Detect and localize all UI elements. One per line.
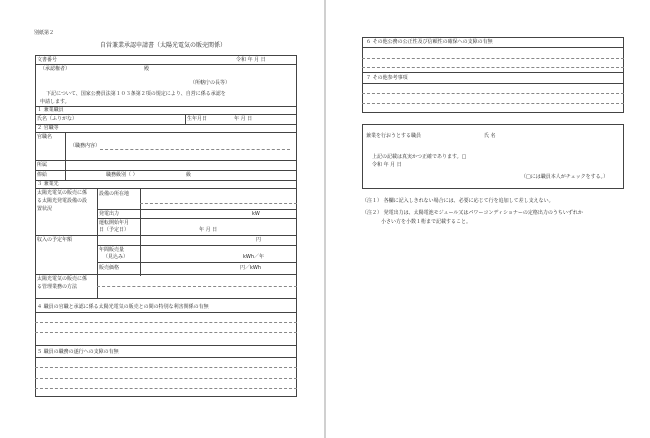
page-title: 自営兼業承認申請書（太陽光電気の販売関係） <box>100 42 227 49</box>
start-date-label-2: 日（予定日） <box>99 227 130 233</box>
declaration-date: 令和 年 月 日 <box>372 162 402 168</box>
note-2-line-1: （注２） 発電出力は、太陽電池モジュール又はパワーコンディショナーの定格出力のうちいずれか <box>362 210 583 216</box>
salary-grade-unit: 級 <box>186 172 192 178</box>
post-detail: （職務内容） <box>70 143 101 149</box>
birthdate-value: 年 月 日 <box>234 116 253 122</box>
checkbox-note: （□には職員本人がチェックをする。） <box>521 174 609 180</box>
section-6-heading: ６ その他公務の公正性及び信頼性の確保への支障の有無 <box>366 39 493 45</box>
annual-sales-label-1: 年間販売量 <box>99 247 125 253</box>
applicant-org: （所轄庁の長等） <box>190 80 231 86</box>
form-number: 別紙第２ <box>34 30 55 36</box>
birthdate-label: 生年月日 <box>187 116 208 122</box>
start-date-value: 年 月 日 <box>199 227 218 233</box>
location-label: 設備の所在地 <box>99 191 130 197</box>
section-2-heading: ２ 官職等 <box>37 125 59 131</box>
management-label-2: る管理業務の方法 <box>37 284 78 290</box>
income-unit: 円 <box>256 237 262 243</box>
output-label: 発電出力 <box>99 211 120 217</box>
management-label-1: 太陽光電気の販売に係 <box>37 276 88 282</box>
page-divider <box>324 0 326 438</box>
declaration-statement[interactable]: 上記の記載は真実かつ正確であります。□ <box>372 154 467 160</box>
intro-line-2: 申請します。 <box>40 99 70 105</box>
salary-label: 俸給 <box>37 172 48 178</box>
note-2-line-2: 小さい方を小数１桁まで記載すること。 <box>381 219 472 225</box>
approver-label: （承認権者） <box>40 66 71 72</box>
section-1-heading: １ 兼業職員 <box>37 107 64 113</box>
section-4-heading: ４ 職員の官職と承認に係る太陽光電気の販売との間の特別な利害関係の有無 <box>37 304 209 310</box>
section-3-heading: ３ 兼業先 <box>37 181 59 187</box>
employee-name-label: 氏 名 <box>484 133 496 139</box>
doc-number-label: 文書番号 <box>37 57 58 63</box>
note-1: （注１） 各欄に記入しきれない場合には、必要に応じて行を追加して差し支えない。 <box>362 198 554 204</box>
facility-label-line-1: 太陽光電気の販売に係 <box>37 190 88 196</box>
annual-sales-unit: kWh／年 <box>243 254 265 260</box>
output-unit: kW <box>252 211 260 217</box>
post-label: 官職名 <box>37 134 53 140</box>
application-date: 令和 年 月 日 <box>236 57 266 63</box>
salary-grade-class: 職務級別（ ） <box>106 172 138 178</box>
facility-label-line-2: る太陽光発電設備の設 <box>37 198 88 204</box>
price-unit: 円／kWh <box>240 265 262 271</box>
start-date-label-1: 運転開始年月 <box>99 220 130 226</box>
income-label: 収入の予定年額 <box>37 237 73 243</box>
intro-line-1: 下記について、国家公務員法第１０３条第２項の規定により、自営に係る承認を <box>46 91 226 97</box>
honorific: 殿 <box>144 66 150 72</box>
annual-sales-label-2: （見込み） <box>103 254 129 260</box>
section-7-heading: ７ その他参考事項 <box>366 75 408 81</box>
name-label: 氏名（ふりがな） <box>37 116 78 122</box>
department-label: 所属 <box>37 162 48 168</box>
section-5-heading: ５ 職員の職務の遂行への支障の有無 <box>37 349 119 355</box>
employee-label: 兼業を行おうとする職員 <box>366 133 422 139</box>
facility-label-line-3: 置状況 <box>37 206 53 212</box>
price-label: 販売価格 <box>99 265 120 271</box>
